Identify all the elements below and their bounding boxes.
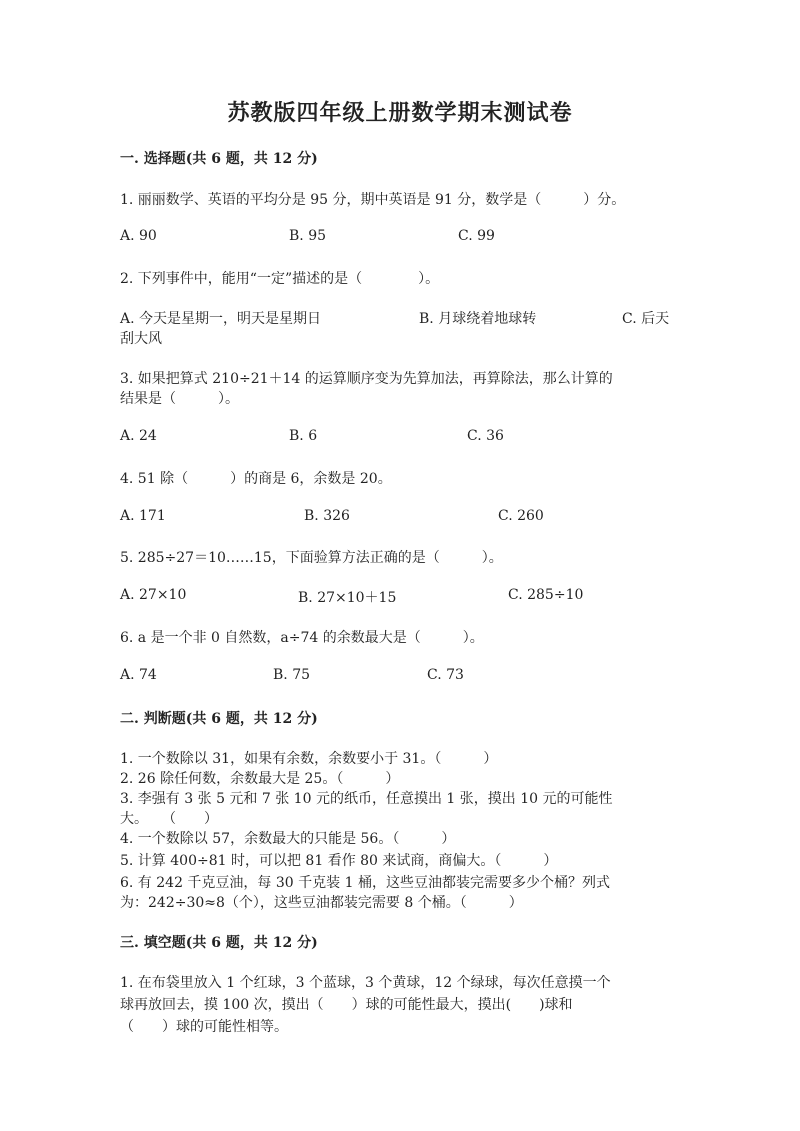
fill-blank-line: （ ）球的可能性相等。 (120, 1019, 288, 1035)
option-c: C. 后天 (622, 311, 670, 327)
option-a: A. 今天是星期一，明天是星期日 (120, 311, 322, 327)
question-text: 3. 如果把算式 210÷21＋14 的运算顺序变为先算加法，再算除法，那么计算的 (120, 371, 613, 387)
option-a: A. 171 (120, 508, 166, 524)
judgement-line: 2. 26 除任何数，余数最大是 25。（ ） (120, 771, 400, 787)
option-a: A. 74 (120, 667, 157, 683)
section-heading-choice: 一. 选择题(共 6 题，共 12 分) (120, 151, 318, 167)
section-heading-fill-blank: 三. 填空题(共 6 题，共 12 分) (120, 935, 318, 951)
option-c: C. 73 (427, 667, 464, 683)
question-text: 4. 51 除（ ）的商是 6，余数是 20。 (120, 471, 392, 487)
fill-blank-line: 1. 在布袋里放入 1 个红球，3 个蓝球，3 个黄球，12 个绿球，每次任意摸一个 (120, 975, 611, 991)
question-text: 5. 285÷27＝10……15，下面验算方法正确的是（ ）。 (120, 550, 503, 566)
option-c: C. 99 (458, 228, 495, 244)
section-heading-judgement: 二. 判断题(共 6 题，共 12 分) (120, 711, 318, 727)
option-c: C. 260 (498, 508, 544, 524)
judgement-line: 为：242÷30≈8（个），这些豆油都装完需要 8 个桶。（ ） (120, 895, 523, 911)
option-c: C. 285÷10 (508, 587, 584, 603)
option-c-continuation: 刮大风 (120, 331, 162, 347)
option-c: C. 36 (467, 428, 504, 444)
question-text-continuation: 结果是（ ）。 (120, 391, 239, 407)
option-b: B. 6 (289, 428, 318, 444)
option-a: A. 24 (120, 428, 157, 444)
option-b: B. 326 (304, 508, 350, 524)
judgement-line: 1. 一个数除以 31，如果有余数，余数要小于 31。（ ） (120, 751, 498, 767)
option-b: B. 27×10＋15 (298, 590, 397, 606)
option-b: B. 75 (273, 667, 311, 683)
page-title: 苏教版四年级上册数学期末测试卷 (227, 100, 573, 126)
option-b: B. 月球绕着地球转 (419, 311, 537, 327)
judgement-line: 3. 李强有 3 张 5 元和 7 张 10 元的纸币，任意摸出 1 张，摸出 10 元的可能性 (120, 791, 613, 807)
question-text: 6. a 是一个非 0 自然数，a÷74 的余数最大是（ ）。 (120, 630, 484, 646)
option-a: A. 27×10 (120, 587, 187, 603)
option-a: A. 90 (120, 228, 157, 244)
judgement-line: 4. 一个数除以 57，余数最大的只能是 56。（ ） (120, 831, 456, 847)
judgement-line: 6. 有 242 千克豆油，每 30 千克装 1 桶，这些豆油都装完需要多少个桶？列式 (120, 875, 610, 891)
judgement-line: 大。 （ ） (120, 811, 218, 827)
question-text: 2. 下列事件中，能用“一定”描述的是（ ）。 (120, 271, 440, 287)
judgement-line: 5. 计算 400÷81 时，可以把 81 看作 80 来试商，商偏大。（ ） (120, 853, 558, 869)
option-b: B. 95 (289, 228, 327, 244)
question-text: 1. 丽丽数学、英语的平均分是 95 分，期中英语是 91 分，数学是（ ）分。 (120, 192, 626, 208)
fill-blank-line: 球再放回去，摸 100 次，摸出（ ）球的可能性最大，摸出( )球和 (120, 997, 573, 1013)
